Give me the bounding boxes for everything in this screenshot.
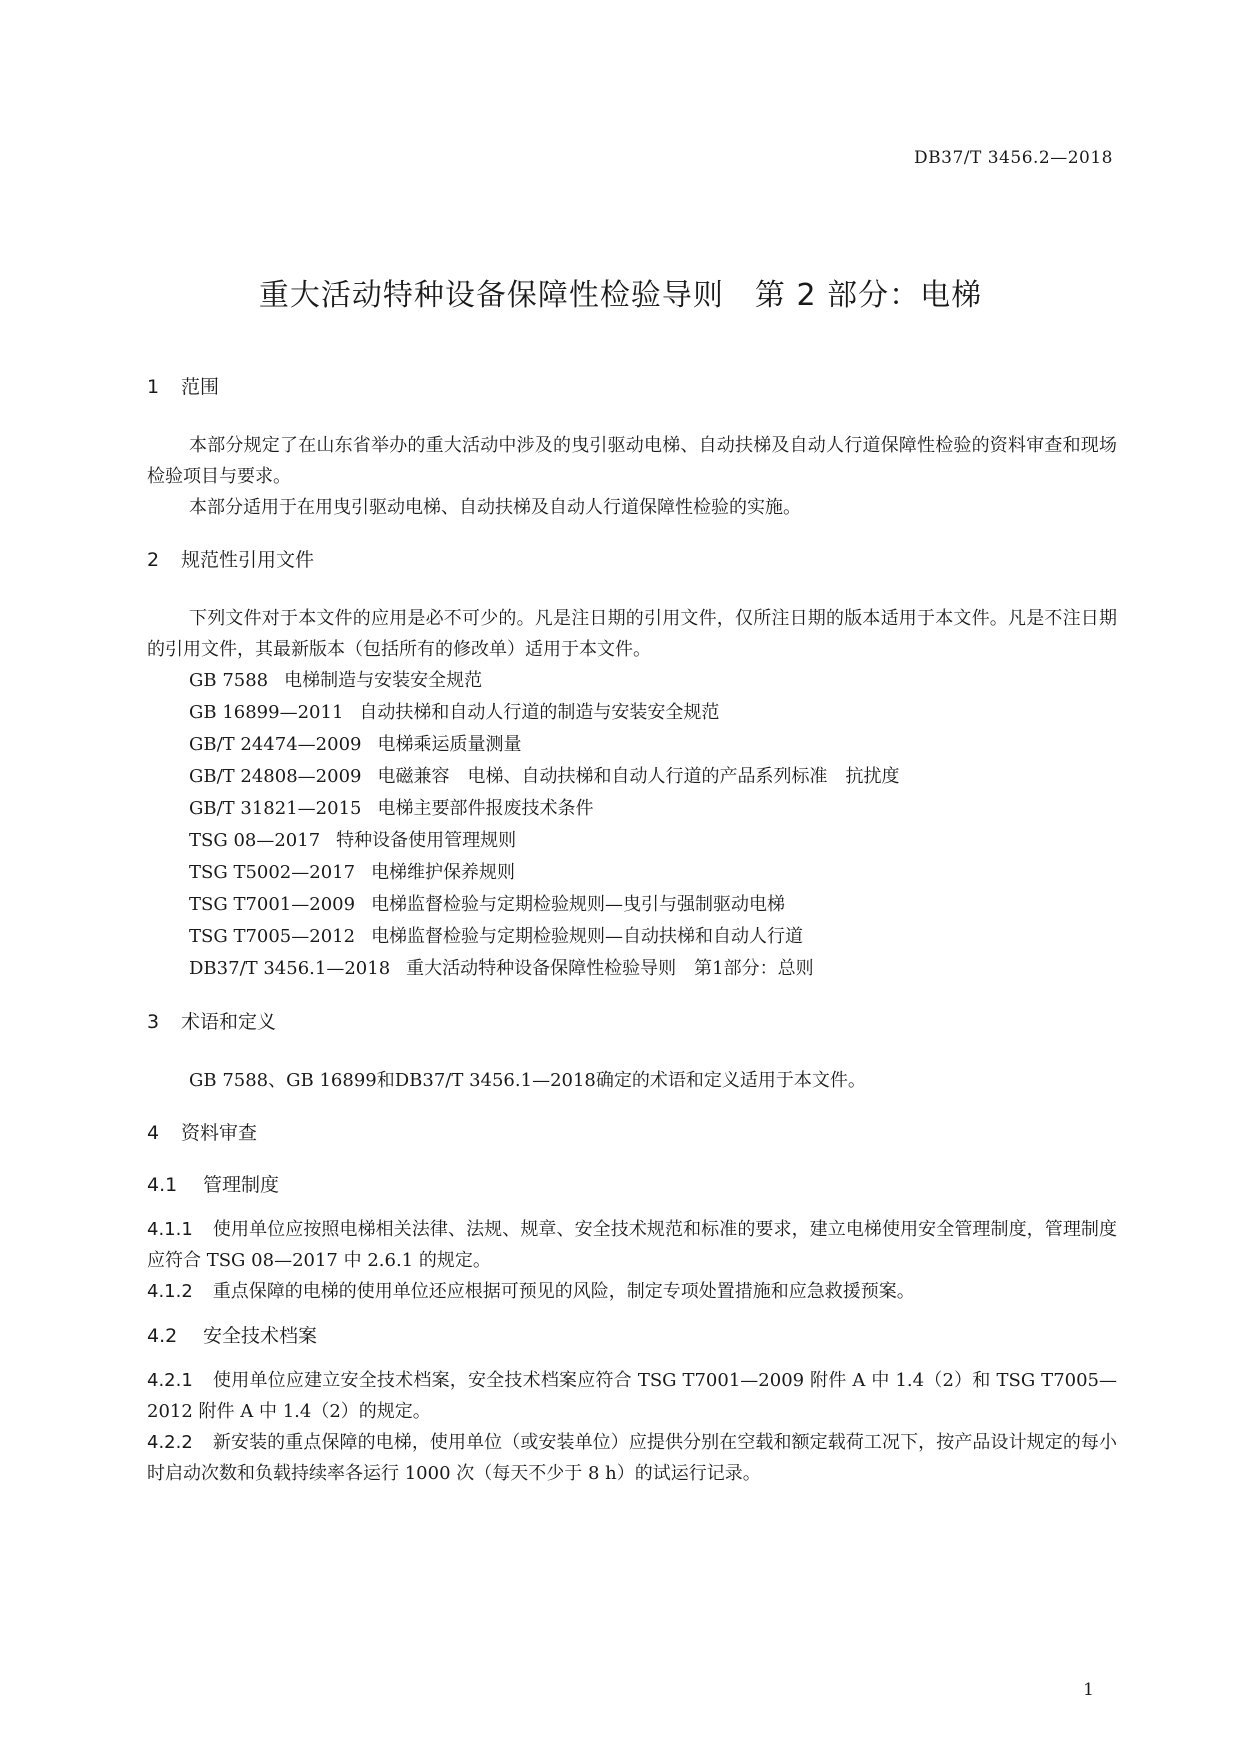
clause-number: 4.1.2: [147, 1281, 193, 1302]
section-title: 术语和定义: [181, 1011, 277, 1033]
scope-paragraph: 本部分规定了在山东省举办的重大活动中涉及的曳引驱动电梯、自动扶梯及自动人行道保障性检验的资料审查和现场检验项目与要求。: [147, 435, 1117, 487]
reference-list: [147, 665, 1117, 985]
reference-item: [147, 665, 1117, 697]
section-heading-terms: [147, 1007, 1117, 1037]
section-heading-references: [147, 545, 1117, 575]
reference-code: TSG T7001—2009: [189, 894, 356, 915]
reference-code: TSG T5002—2017: [189, 862, 356, 883]
reference-title: 电梯监督检验与定期检验规则—曳引与强制驱动电梯: [371, 894, 786, 915]
reference-code: GB/T 31821—2015: [189, 798, 362, 819]
clause: [147, 1365, 1117, 1427]
reference-title: 特种设备使用管理规则: [336, 830, 517, 851]
standard-code: DB37/T 3456.2—2018: [914, 148, 1113, 168]
reference-title: 电梯维护保养规则: [371, 862, 516, 883]
clause-text: 使用单位应建立安全技术档案，安全技术档案应符合 TSG T7001—2009 附件 A 中 1.4（2）和 TSG T7005—2012 附件 A 中 1.4（2）的规定。: [147, 1370, 1117, 1422]
clause-text: 新安装的重点保障的电梯，使用单位（或安装单位）应提供分别在空载和额定载荷工况下，按产品设计规定的每小时启动次数和负载持续率各运行 1000 次（每天不少于 8 h）的试运行记录。: [147, 1432, 1117, 1484]
section-title: 范围: [181, 376, 220, 398]
terms-paragraph: GB 7588、GB 16899和DB37/T 3456.1—2018确定的术语和定义适用于本文件。: [189, 1070, 866, 1091]
clause-text: 使用单位应按照电梯相关法律、法规、规章、安全技术规范和标准的要求，建立电梯使用安全管理制度，管理制度应符合 TSG 08—2017 中 2.6.1 的规定。: [147, 1219, 1117, 1271]
reference-title: 重大活动特种设备保障性检验导则 第1部分：总则: [406, 958, 814, 979]
reference-title: 自动扶梯和自动人行道的制造与安装安全规范: [359, 702, 720, 723]
reference-item: [147, 921, 1117, 953]
scope-paragraph: 本部分适用于在用曳引驱动电梯、自动扶梯及自动人行道保障性检验的实施。: [189, 497, 801, 518]
reference-item: [147, 953, 1117, 985]
document-body: [147, 372, 1117, 1489]
clause: [147, 1427, 1117, 1489]
subsection-number: 4.1: [147, 1174, 178, 1196]
reference-code: GB/T 24474—2009: [189, 734, 362, 755]
reference-item: [147, 889, 1117, 921]
page-number: 1: [1083, 1680, 1094, 1700]
section-title: 规范性引用文件: [181, 549, 315, 571]
reference-title: 电梯主要部件报废技术条件: [377, 798, 594, 819]
reference-code: GB 7588: [189, 670, 269, 691]
section-heading-scope: [147, 372, 1117, 402]
section-number: 4: [147, 1122, 160, 1144]
reference-code: GB/T 24808—2009: [189, 766, 362, 787]
reference-item: [147, 857, 1117, 889]
subsection-heading-technical-archive: [147, 1321, 1117, 1351]
reference-title: 电磁兼容 电梯、自动扶梯和自动人行道的产品系列标准 抗扰度: [377, 766, 900, 787]
section-heading-review: [147, 1118, 1117, 1148]
reference-title: 电梯乘运质量测量: [377, 734, 522, 755]
clause-number: 4.2.2: [147, 1432, 193, 1453]
section-number: 1: [147, 376, 160, 398]
clause-number: 4.2.1: [147, 1370, 193, 1391]
clause: [147, 1276, 1117, 1307]
reference-code: TSG T7005—2012: [189, 926, 356, 947]
reference-code: GB 16899—2011: [189, 702, 344, 723]
document-title: 重大活动特种设备保障性检验导则 第 2 部分：电梯: [258, 278, 983, 313]
reference-item: [147, 793, 1117, 825]
clause: [147, 1214, 1117, 1276]
section-title: 资料审查: [181, 1122, 258, 1144]
reference-item: [147, 761, 1117, 793]
reference-title: 电梯制造与安装安全规范: [284, 670, 483, 691]
section-number: 2: [147, 549, 160, 571]
clause-text: 重点保障的电梯的使用单位还应根据可预见的风险，制定专项处置措施和应急救援预案。: [212, 1281, 915, 1302]
reference-code: TSG 08—2017: [189, 830, 321, 851]
clause-number: 4.1.1: [147, 1219, 193, 1240]
reference-item: [147, 729, 1117, 761]
reference-item: [147, 825, 1117, 857]
section-number: 3: [147, 1011, 160, 1033]
reference-title: 电梯监督检验与定期检验规则—自动扶梯和自动人行道: [371, 926, 804, 947]
reference-item: [147, 697, 1117, 729]
reference-code: DB37/T 3456.1—2018: [189, 958, 391, 979]
subsection-heading-management: [147, 1170, 1117, 1200]
references-intro: 下列文件对于本文件的应用是必不可少的。凡是注日期的引用文件，仅所注日期的版本适用于本文件。凡是不注日期的引用文件，其最新版本（包括所有的修改单）适用于本文件。: [147, 608, 1117, 660]
subsection-number: 4.2: [147, 1325, 178, 1347]
subsection-title: 管理制度: [203, 1174, 280, 1196]
subsection-title: 安全技术档案: [203, 1325, 318, 1347]
